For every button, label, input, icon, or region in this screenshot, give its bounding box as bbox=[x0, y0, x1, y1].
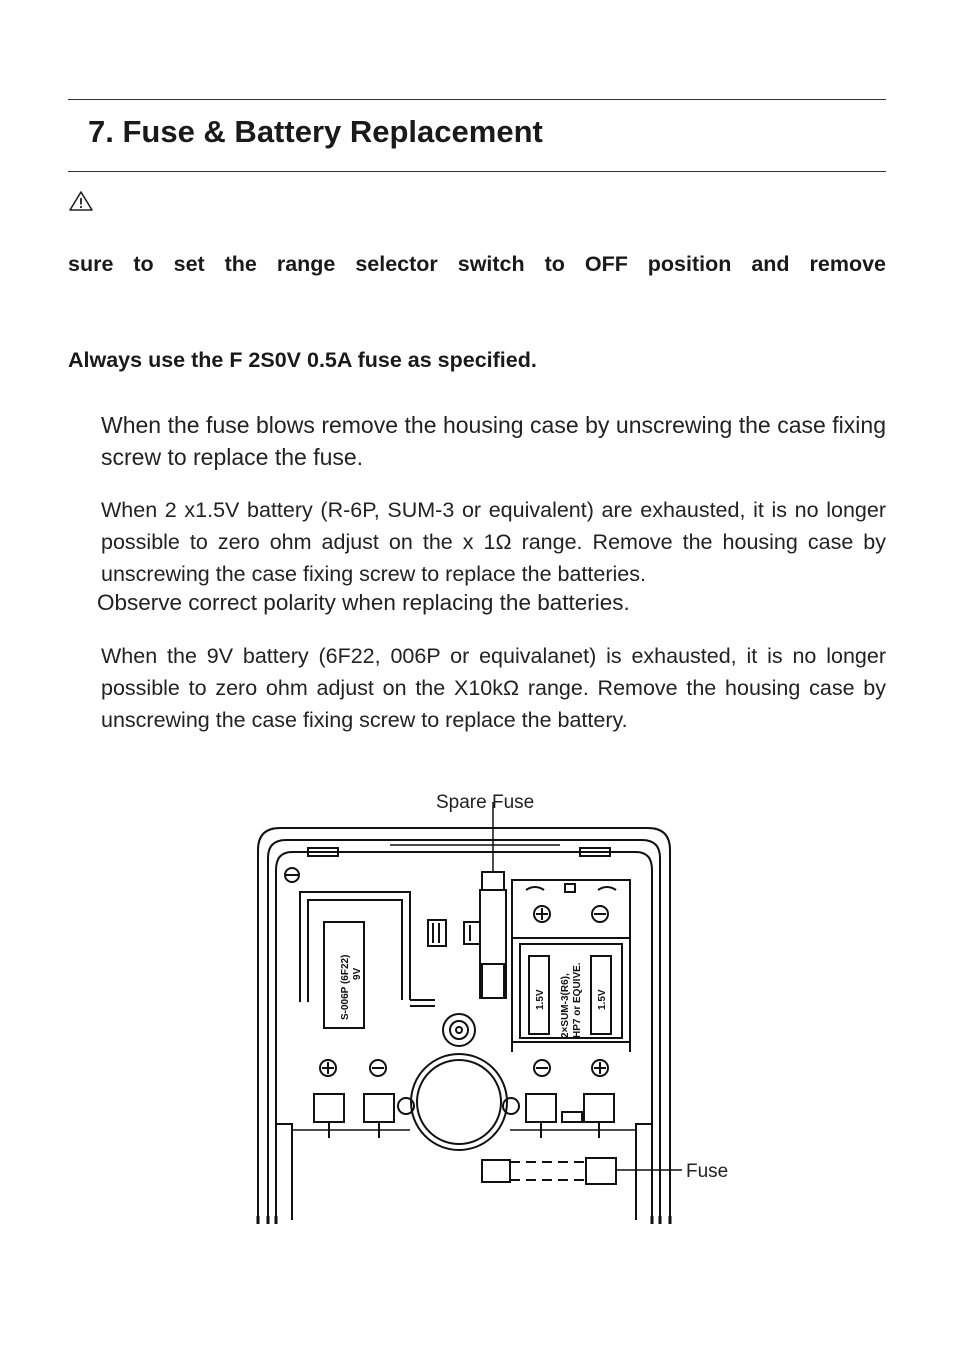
aa-pack-label-1: 2×SUM-3(R6), bbox=[560, 973, 571, 1038]
fuse-replacement-paragraph: When the fuse blows remove the housing case by unscrewing the case fixing screw to replace the fuse. bbox=[101, 412, 886, 470]
polarity-note: Observe correct polarity when replacing the batteries. bbox=[97, 590, 630, 615]
spare-fuse-label: Spare Fuse bbox=[436, 792, 535, 813]
main-fuse bbox=[586, 1158, 616, 1184]
aa-battery-paragraph: When 2 x1.5V battery (R-6P, SUM-3 or equivalent) are exhausted, it is no longer possible to zero ohm adjust on the x 1Ω range. Remove the housing case by unscrewing the case fixing screw to replace the batteries. bbox=[101, 498, 886, 586]
warning-text: sure to set the range selector switch to OFF position and remove bbox=[68, 252, 886, 276]
section-title: 7. Fuse & Battery Replacement bbox=[88, 114, 543, 149]
aa-cell-right-label: 1.5V bbox=[597, 989, 608, 1010]
fuse-label: Fuse bbox=[686, 1161, 729, 1182]
battery-compartment-diagram bbox=[230, 780, 750, 1230]
fuse-specification: Always use the F 2S0V 0.5A fuse as specified. bbox=[68, 348, 537, 372]
round-component bbox=[411, 1054, 507, 1150]
9v-battery-paragraph: When the 9V battery (6F22, 006P or equivalanet) is exhausted, it is no longer possible to zero ohm adjust on the X10kΩ range. Remove the housing case by unscrewing the case fixing screw to replace the battery. bbox=[101, 644, 886, 732]
9v-battery-voltage: 9V bbox=[352, 967, 363, 980]
spare-fuse-holder bbox=[482, 872, 504, 890]
9v-battery-holder bbox=[300, 892, 410, 1002]
top-rule bbox=[68, 99, 886, 100]
9v-battery-label: S-006P (6F22) bbox=[340, 954, 351, 1020]
warning-triangle-icon bbox=[68, 190, 94, 212]
aa-cell-left-label: 1.5V bbox=[535, 989, 546, 1010]
spare-fuse bbox=[480, 890, 506, 998]
aa-pack-label-2: HP7 or EQUIVE. bbox=[572, 962, 583, 1038]
main-fuse-holder-left bbox=[482, 1160, 510, 1182]
title-bottom-rule bbox=[68, 171, 886, 172]
